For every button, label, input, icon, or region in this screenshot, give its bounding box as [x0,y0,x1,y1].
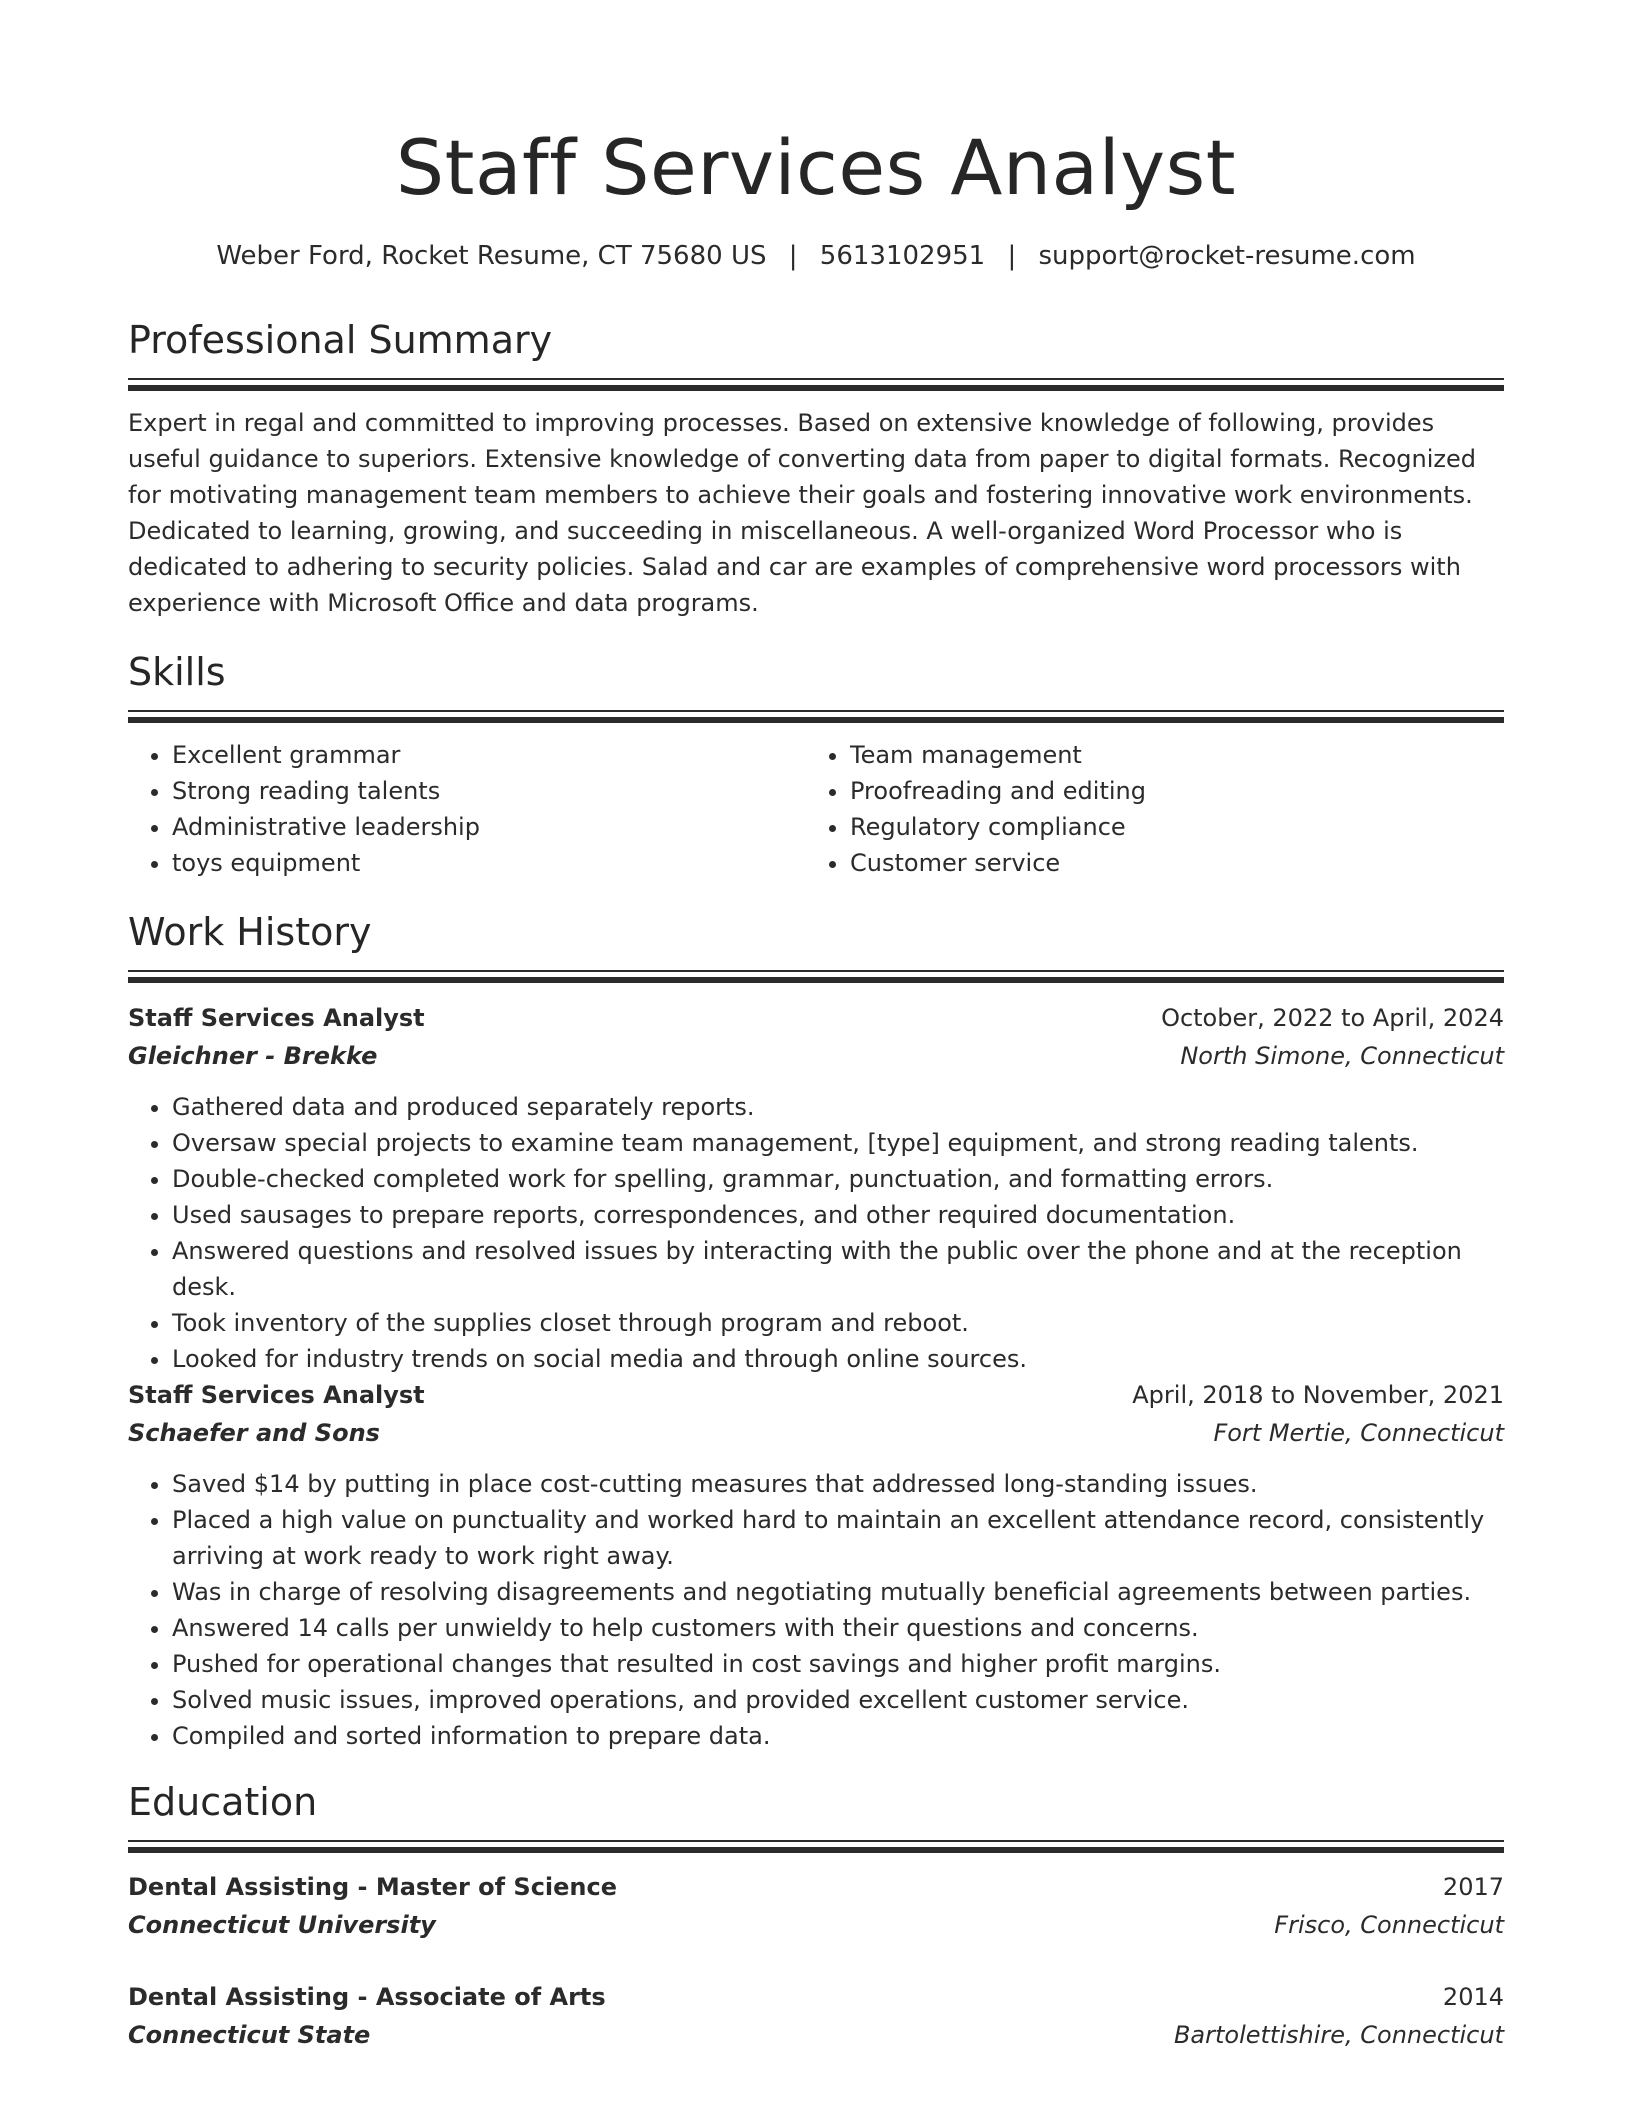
job-bullet: • Answered questions and resolved issues by interacting with the public over the phone and at the reception desk. [172,1233,1504,1305]
job-company: Schaefer and Sons [128,1419,380,1447]
candidate-name: Staff Services Analyst [395,123,1237,212]
section-work-history [128,906,1504,983]
section-title-summary: Professional Summary [128,318,553,362]
job-entry [128,999,1504,1377]
contact-line [128,238,1504,274]
job-bullet: • Was in charge of resolving disagreements and negotiating mutually beneficial agreements between parties. [172,1574,1504,1610]
job-bullets [128,1466,1504,1754]
job-bullet: • Took inventory of the supplies closet through program and reboot. [172,1305,1504,1341]
education-entry [128,1978,1504,2054]
job-location: North Simone, Connecticut [1180,1042,1504,1070]
skill-item: • Excellent grammar [172,737,806,773]
job-bullet: • Answered 14 calls per unwieldy to help customers with their questions and concerns. [172,1610,1504,1646]
job-entry [128,1376,1504,1754]
education-degree: Dental Assisting - Associate of Arts [128,1983,606,2011]
contact-address: Weber Ford, Rocket Resume, CT 75680 US [216,241,767,271]
skills-list-left [128,737,806,881]
education-year: 2014 [1442,1983,1504,2011]
education-entry [128,1868,1504,1944]
section-divider [128,378,1504,391]
section-title-education: Education [128,1780,318,1824]
skill-item: • Team management [850,737,1484,773]
job-dates: April, 2018 to November, 2021 [1132,1381,1504,1409]
education-school: Connecticut University [128,1911,436,1939]
job-location: Fort Mertie, Connecticut [1213,1419,1504,1447]
summary-text: Expert in regal and committed to improving processes. Based on extensive knowledge of following, provides useful guidance to superiors. Extensive knowledge of converting data from paper to digital formats. Recognized for motivating management team members to achieve their goals and fostering innovative work environments. Dedicated to learning, growing, and succeeding in miscellaneous. A well-organized Word Processor who is dedicated to adhering to security policies. Salad and car are examples of comprehensive word processors with experience with Microsoft Office and data programs. [128,409,1476,617]
job-bullet: • Solved music issues, improved operations, and provided excellent customer service. [172,1682,1504,1718]
skills-list-right [806,737,1484,881]
section-divider [128,1840,1504,1853]
contact-email: support@rocket-resume.com [1038,241,1416,271]
skill-item: • Administrative leadership [172,809,806,845]
education-location: Bartolettishire, Connecticut [1173,2021,1504,2049]
contact-separator: | [1007,241,1017,271]
job-bullet: • Saved $14 by putting in place cost-cutting measures that addressed long-standing issues. [172,1466,1504,1502]
job-bullet: • Gathered data and produced separately reports. [172,1089,1504,1125]
job-bullet: • Used sausages to prepare reports, correspondences, and other required documentation. [172,1197,1504,1233]
section-education [128,1776,1504,1853]
job-title: Staff Services Analyst [128,1381,425,1409]
job-title: Staff Services Analyst [128,1004,425,1032]
job-dates: October, 2022 to April, 2024 [1161,1004,1504,1032]
contact-phone: 5613102951 [819,241,986,271]
skill-item: • Proofreading and editing [850,773,1484,809]
education-location: Frisco, Connecticut [1274,1911,1504,1939]
section-title-work-history: Work History [128,910,372,954]
skill-item: • Customer service [850,845,1484,881]
education-degree: Dental Assisting - Master of Science [128,1873,618,1901]
section-divider [128,970,1504,983]
section-summary [128,314,1504,621]
section-skills [128,646,1504,881]
skill-item: • Strong reading talents [172,773,806,809]
education-school: Connecticut State [128,2021,371,2049]
job-bullet: • Pushed for operational changes that resulted in cost savings and higher profit margins. [172,1646,1504,1682]
section-title-skills: Skills [128,650,226,694]
job-bullet: • Compiled and sorted information to prepare data. [172,1718,1504,1754]
skill-item: • Regulatory compliance [850,809,1484,845]
job-bullet: • Placed a high value on punctuality and worked hard to maintain an excellent attendance record, consistently arriving at work ready to work right away. [172,1502,1504,1574]
skills-columns [128,737,1504,881]
job-bullet: • Double-checked completed work for spelling, grammar, punctuation, and formatting errors. [172,1161,1504,1197]
section-divider [128,710,1504,723]
education-year: 2017 [1442,1873,1504,1901]
contact-separator: | [788,241,798,271]
job-bullet: • Looked for industry trends on social media and through online sources. [172,1341,1504,1377]
job-bullet: • Oversaw special projects to examine team management, [type] equipment, and strong reading talents. [172,1125,1504,1161]
job-bullets [128,1089,1504,1377]
skill-item: • toys equipment [172,845,806,881]
job-company: Gleichner - Brekke [128,1042,378,1070]
